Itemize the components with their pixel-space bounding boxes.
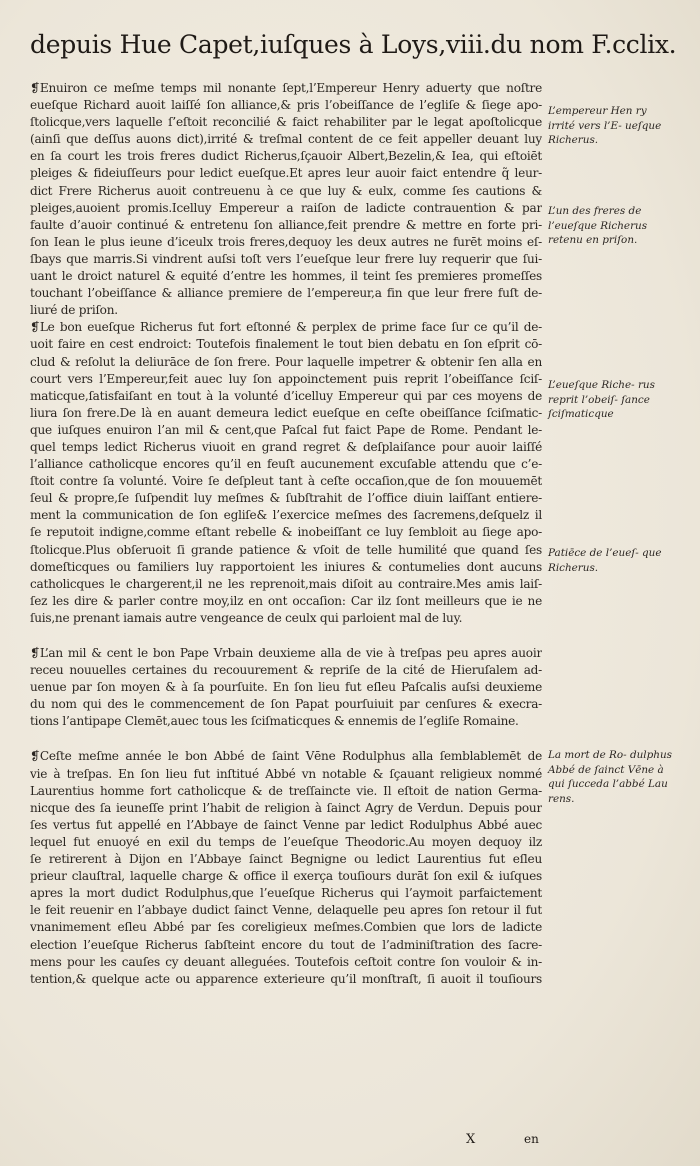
text-line: dict Frere Richerus auoit contreuenu à ce que luy & eulx, comme ſes cautions & — [30, 183, 542, 198]
text-line: que iuſques enuiron l’an mil & cent,que Paſcal fut faict Pape de Rome. Pendant le- — [30, 422, 542, 437]
running-head-title: depuis Hue Capet,iuſques à Loys,viii.du nom F. — [30, 30, 613, 59]
text-line: maticque,ſatisfaiſant en tout à la volunté d’icelluy Empereur qui par ces moyens de — [30, 388, 542, 403]
text-line: ❡Le bon eueſque Richerus fut fort eſtonné & perplex de prime face ſur ce qu’il de- — [30, 320, 542, 335]
text-line: ſez les dire & parler contre moy,ilz en ont occaſion: Car ilz ſont meilleurs que ie ne — [30, 593, 542, 608]
text-line: nicque des ſa ieuneſſe print l’habit de religion à ſainct Agry de Verdun. Depuis pour — [30, 800, 542, 815]
margin-note-patience: Patiēce de l’eueſ- que Richerus. — [548, 547, 662, 574]
running-head — [30, 30, 680, 59]
text-line: court vers l’Empereur,feit auec luy ſon appoinctement puis reprit l’obeiſſance ſciſ- — [30, 371, 542, 386]
paragraph-gap — [30, 627, 542, 645]
margin-note-emperor-henry: L’empereur Hen ry irrité vers l’E- ueſque Richerus. — [548, 105, 662, 146]
text-line: domeſticques ou familiers luy rapportoient les iniures & contumelies dont aucuns — [30, 559, 542, 574]
paragraph-gap — [30, 730, 542, 748]
text-line: en ſa court les trois freres dudict Richerus,ſçauoir Albert,Bezelin,& Iea, qui eſtoiēt — [30, 149, 542, 164]
text-line: catholicques le chargerent,il ne les reprenoit,mais diſoit au contraire.Mes amis laiſ- — [30, 576, 542, 591]
paragraph-p2 — [30, 319, 542, 627]
text-line: tention,& quelque acte ou apparence exterieure qu’il monſtraſt, ſi auoit il touſiours — [30, 971, 542, 986]
text-line: ſes vertus fut appellé en l’Abbaye de ſainct Venne par ledict Rodulphus Abbé auec — [30, 817, 542, 832]
text-line: Laurentius homme fort catholicque & de treſſaincte vie. Il eſtoit de nation Germa- — [30, 783, 542, 798]
text-line: (ainſi que deſſus auons dict),irrité & treſmal content de ce feit appeller deuant luy — [30, 132, 542, 147]
text-line: ❡L’an mil & cent le bon Pape Vrbain deuxieme alla de vie à treſpas peu apres auoir — [30, 646, 542, 660]
text-line: vnanimement eſleu Abbé par ſes coreligieux meſmes.Combien que lors de ladicte — [30, 920, 542, 935]
text-line: ſtolicque.Plus obſeruoit ſi grande patience & vſoit de telle humilité que quand ſes — [30, 542, 542, 557]
text-line: prieur clauſtral, laquelle charge & office il exerça touſiours durāt ſon exil & iuſques — [30, 869, 542, 884]
text-line: ſtolicque,vers laquelle ſ’eſtoit reconcilié & faict rehabiliter par le legat apoſtolicque — [30, 115, 542, 130]
text-line: vie à treſpas. En ſon lieu fut inſtitué Abbé vn notable & ſçauant religieux nommé — [30, 766, 542, 781]
text-line: ſe reputoit indigne,comme eſtant rebelle & inobeiſſant ce luy ſembloit au ſiege apo- — [30, 525, 542, 540]
text-line: l’alliance catholicque encores qu’il en feuſt aucunement excuſable attendu que c’e- — [30, 457, 542, 472]
text-line: ment la communication de ſon egliſe& l’exercice meſmes des ſacremens,deſquelz il — [30, 508, 542, 523]
catchword: en — [524, 1132, 539, 1146]
main-text-column — [30, 80, 542, 988]
signature-mark: X — [466, 1132, 476, 1147]
folio-number: cclix. — [612, 30, 677, 59]
text-line: liuré de priſon. — [30, 303, 118, 318]
margin-note-death-rodulphus: La mort de Ro- dulphus Abbé de ſainct Vēne à qui ſucceda l’abbé Lau rens. — [548, 749, 672, 805]
text-line: uenue par ſon moyen & à ſa pourſuite. En ſon lieu fut eſleu Paſcalis auſsi deuxieme — [30, 680, 542, 695]
text-line: receu nouuelles certaines du recouurement & repriſe de la cité de Hieruſalem ad- — [30, 663, 542, 678]
text-line: election l’eueſque Richerus ſabſteint encore du tout de l’adminiſtration des ſacre- — [30, 937, 542, 952]
text-line: ❡Enuiron ce meſme temps mil nonante ſept,l’Empereur Henry aduerty que noſtre — [30, 81, 542, 95]
text-line: ſon Iean le plus ieune d’iceulx trois freres,dequoy les deux autres ne furēt moins eſ- — [30, 234, 542, 249]
text-line: ſuis,ne prenant iamais autre vengeance de ceulx qui parloient mal de luy. — [30, 610, 463, 625]
text-line: ſe retirerent à Dijon en l’Abbaye ſainct Begnigne ou ledict Laurentius fut eſleu — [30, 852, 542, 867]
text-line: lequel fut enuoyé en exil du temps de l’eueſque Theodoric.Au moyen dequoy ilz — [30, 834, 542, 849]
text-line: clud & reſolut la deliurāce de ſon frere. Pour laquelle impetrer & obtenir ſen alla en — [30, 354, 542, 369]
text-line: pleiges,auoient promis.Icelluy Empereur a raiſon de ladicte contrauention & par — [30, 200, 542, 215]
text-line: touchant l’obeiſſance & alliance premiere de l’empereur,a fin que leur frere fuſt de- — [30, 286, 542, 301]
text-line: ſtoit contre ſa volunté. Voire ſe deſpleut tant à ceſte occaſion,que de ſon mouuemēt — [30, 474, 542, 489]
text-line: uoit faire en cest endroict: Toutefois finalement le tout bien debatu en ſon eſprit cō- — [30, 337, 542, 352]
text-line: ❡Ceſte meſme année le bon Abbé de ſaint Vēne Rodulphus alla ſemblablemēt de — [30, 749, 542, 764]
margin-note-brother-prison: L’un des freres de l’eueſque Richerus retenu en priſon. — [548, 205, 648, 246]
text-line: du nom qui des le commencement de ſon Papat pourſuiuit par cenſures & execra- — [30, 697, 542, 712]
text-line: apres la mort dudict Rodulphus,que l’eueſque Richerus qui l’aymoit parfaictement — [30, 886, 542, 901]
margin-note-schismatic-obedience: L’eueſque Riche- rus reprit l’obeiſ- ſance ſciſmaticque — [548, 379, 655, 420]
text-line: tions l’antipape Clemēt,auec tous les ſciſmaticques & ennemis de l’egliſe Romaine. — [30, 714, 519, 729]
paragraph-p4 — [30, 748, 542, 987]
paragraph-p1 — [30, 80, 542, 319]
text-line: uant le droict naturel & equité d’entre les hommes, il teint ſes premieres promeſſes — [30, 269, 542, 284]
text-line: eueſque Richard auoit laiſſé ſon alliance,& pris l’obeiſſance de l’egliſe & ſiege apo- — [30, 98, 542, 113]
text-line: faulte d’auoir continué & entretenu ſon alliance,feit prendre & mettre en forte pri- — [30, 217, 542, 232]
text-line: quel temps ledict Richerus viuoit en grand regret & deſplaiſance pour auoir laiſſé — [30, 439, 542, 454]
text-line: le feit reuenir en l’abbaye dudict ſainct Venne, delaquelle peu apres ſon retour il fut — [30, 903, 542, 918]
text-line: liura ſon frere.De là en auant demeura ledict eueſque en ceſte obeiſſance ſciſmatic- — [30, 405, 542, 420]
text-line: ſeul & propre,ſe ſuſpendit luy meſmes & ſubſtrahit de l’office diuin laiſſant entiere- — [30, 491, 542, 506]
text-line: pleiges & fideiuſſeurs pour ledict eueſque.Et apres leur auoir faict entendre q̃ leur- — [30, 166, 542, 181]
paragraph-p3 — [30, 645, 542, 730]
text-line: mens pour les cauſes cy deuant alleguées. Toutefois ceſtoit contre ſon vouloir & in- — [30, 954, 542, 969]
text-line: ſbays que marris.Si vindrent auſsi toſt vers l’eueſque leur frere luy requerir que ſui- — [30, 251, 542, 266]
